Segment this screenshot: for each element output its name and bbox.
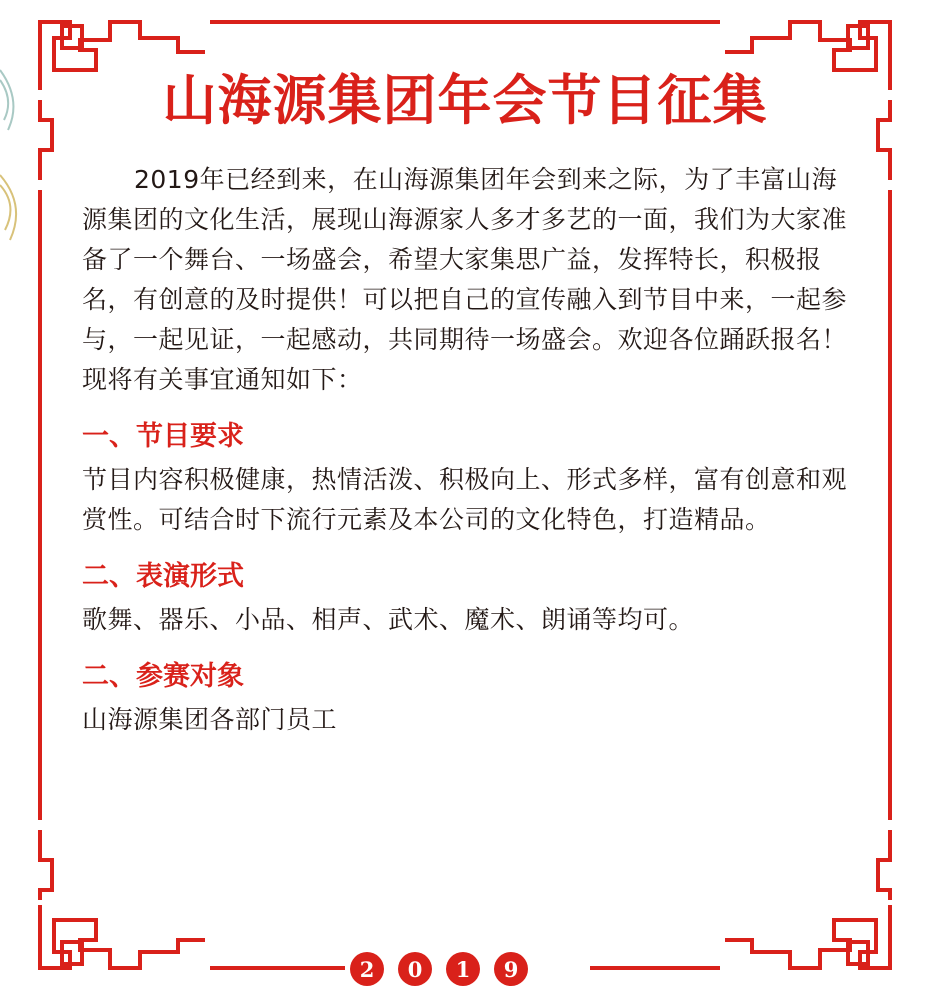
year-digit: 9: [494, 952, 528, 986]
section-body: 歌舞、器乐、小品、相声、武术、魔术、朗诵等均可。: [82, 605, 695, 634]
year-digit: 0: [398, 952, 432, 986]
section-program-requirements: [82, 418, 852, 540]
main-content: [82, 160, 852, 740]
year-digit: 2: [350, 952, 384, 986]
page-title: 山海源集团年会节目征集: [162, 68, 768, 132]
fret-corner-bottom-left: [40, 830, 205, 968]
section-body: 山海源集团各部门员工: [82, 705, 338, 734]
cloud-swirl-icon-2: [0, 175, 16, 240]
section-performance-forms: [82, 558, 852, 640]
fret-corner-bottom-right: [725, 830, 890, 968]
section-participants: [82, 658, 852, 740]
section-heading: 一、节目要求: [82, 421, 244, 452]
intro-paragraph: 2019年已经到来，在山海源集团年会到来之际，为了丰富山海源集团的文化生活，展现山海源家人多才多艺的一面，我们为大家准备了一个舞台、一场盛会，希望大家集思广益，发挥特长，积极报名，有创意的及时提供！可以把自己的宣传融入到节目中来，一起参与，一起见证，一起感动，共同期待一场盛会。欢迎各位踊跃报名！现将有关事宜通知如下：: [82, 165, 848, 394]
year-badge: [350, 952, 528, 986]
section-body: 节目内容积极健康，热情活泼、积极向上、形式多样，富有创意和观赏性。可结合时下流行元素及本公司的文化特色，打造精品。: [82, 465, 848, 534]
section-heading: 二、参赛对象: [82, 661, 244, 692]
year-digit: 1: [446, 952, 480, 986]
section-heading: 二、表演形式: [82, 561, 244, 592]
